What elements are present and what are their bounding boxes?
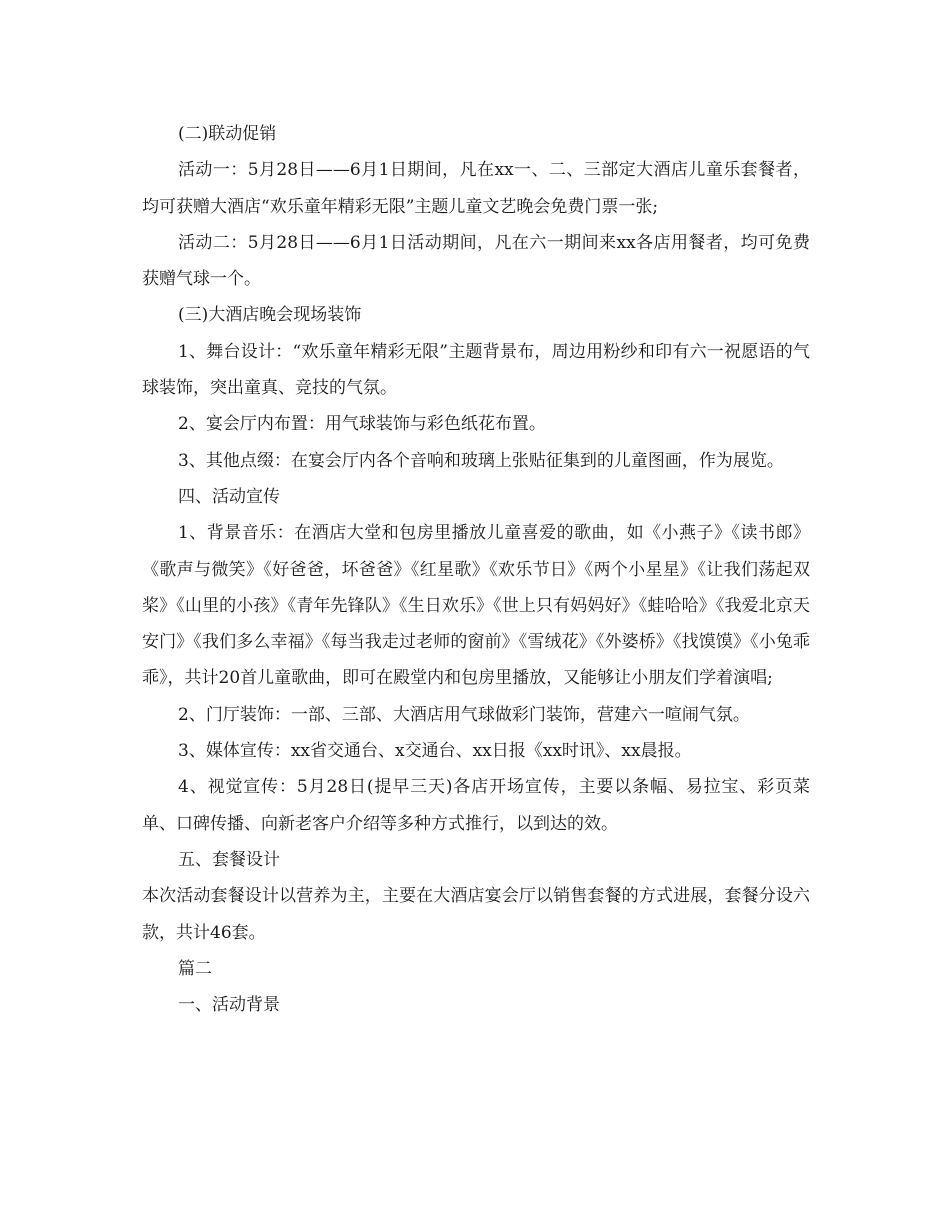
paragraph-visual-publicity: 4、视觉宣传：5月28日(提早三天)各店开场宣传，主要以条幅、易拉宝、彩页菜单、口碑传播、向新老客户介绍等多种方式推行，以到达的效。 <box>142 777 810 834</box>
section-heading-activity-background: 一、活动背景 <box>178 995 280 1016</box>
paragraph-other-decorations: 3、其他点缀：在宴会厅内各个音响和玻璃上张贴征集到的儿童图画，作为展览。 <box>178 450 784 471</box>
paragraph-stage-design: 1、舞台设计：“欢乐童年精彩无限”主题背景布，周边用粉纱和印有六一祝愿语的气球装饰，突出童真、竞技的气氛。 <box>142 341 810 399</box>
document-body <box>142 116 810 1023</box>
paragraph-activity-two: 活动二：5月28日——6月1日活动期间，凡在六一期间来xx各店用餐者，均可免费获赠气球一个。 <box>142 232 810 290</box>
part-heading-two: 篇二 <box>178 958 212 979</box>
paragraph-package-design: 本次活动套餐设计以营养为主，主要在大酒店宴会厅以销售套餐的方式进展，套餐分设六款，共计46套。 <box>142 886 810 943</box>
section-heading-joint-promotion: (二)联动促销 <box>178 124 277 144</box>
paragraph-background-music: 1、背景音乐：在酒店大堂和包房里播放儿童喜爱的歌曲，如《小燕子》《读书郎》《歌声与微笑》《好爸爸，坏爸爸》《红星歌》《欢乐节日》《两个小星星》《让我们荡起双桨》《山里的小孩》《青年先锋队》《生日欢乐》《世上只有妈妈好》《蛙哈哈》《我爱北京天安门》《我们多么幸福》《每当我走过老师的窗前》《雪绒花》《外婆桥》《找馍馍》《小兔乖乖》，共计20首儿童歌曲，即可在殿堂内和包房里播放，又能够让小朋友们学着演唱; <box>142 523 810 689</box>
section-heading-package-design: 五、套餐设计 <box>178 849 280 870</box>
section-heading-publicity: 四、活动宣传 <box>178 486 280 507</box>
paragraph-media-publicity: 3、媒体宣传：xx省交通台、x交通台、xx日报《xx时讯》、xx晨报。 <box>178 741 692 762</box>
section-heading-venue-decoration: (三)大酒店晚会现场装饰 <box>178 305 362 326</box>
paragraph-banquet-hall-layout: 2、宴会厅内布置：用气球装饰与彩色纸花布置。 <box>178 414 546 435</box>
paragraph-lobby-decoration: 2、门厅装饰：一部、三部、大酒店用气球做彩门装饰，营建六一喧闹气氛。 <box>178 704 750 725</box>
paragraph-activity-one: 活动一：5月28日——6月1日期间，凡在xx一、二、三部定大酒店儿童乐套餐者，均可获赠大酒店“欢乐童年精彩无限”主题儿童文艺晚会免费门票一张; <box>142 160 810 217</box>
